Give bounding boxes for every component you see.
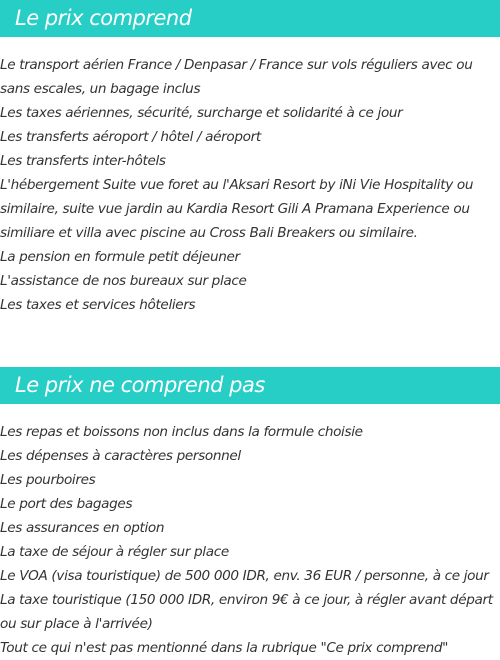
list-item: Les assurances en option <box>0 520 165 536</box>
price-includes-list <box>0 53 498 317</box>
price-excludes-section <box>0 367 500 656</box>
list-item: Les repas et boissons non inclus dans la formule choisie <box>0 424 363 440</box>
list-item: Les pourboires <box>0 472 96 488</box>
price-includes-section <box>0 0 500 313</box>
list-item: Le port des bagages <box>0 496 133 512</box>
price-includes-header <box>0 0 500 37</box>
list-item: Tout ce qui n'est pas mentionné dans la rubrique "Ce prix comprend" <box>0 640 449 656</box>
price-excludes-list <box>0 420 498 660</box>
list-item: Les transferts aéroport / hôtel / aéroport <box>0 129 261 145</box>
list-item: La taxe de séjour à régler sur place <box>0 544 229 560</box>
list-item: La taxe touristique (150 000 IDR, environ 9€ à ce jour, à régler avant départ ou sur place à l'arrivée) <box>0 592 493 632</box>
list-item: Les taxes aériennes, sécurité, surcharge et solidarité à ce jour <box>0 105 403 121</box>
list-item: L'hébergement Suite vue foret au l'Aksari Resort by iNi Vie Hospitality ou similaire, suite vue jardin au Kardia Resort Gili A Pramana Experience ou similiare et villa avec piscine au Cross Bali Breakers ou similaire. <box>0 177 474 241</box>
list-item: Les dépenses à caractères personnel <box>0 448 241 464</box>
list-item: Le VOA (visa touristique) de 500 000 IDR, env. 36 EUR / personne, à ce jour <box>0 568 489 584</box>
list-item: La pension en formule petit déjeuner <box>0 249 240 265</box>
price-excludes-title: Le prix ne comprend pas <box>15 373 265 397</box>
price-includes-title: Le prix comprend <box>15 6 192 30</box>
list-item: L'assistance de nos bureaux sur place <box>0 273 247 289</box>
list-item: Les transferts inter-hôtels <box>0 153 166 169</box>
list-item: Les taxes et services hôteliers <box>0 297 196 313</box>
list-item: Le transport aérien France / Denpasar / France sur vols réguliers avec ou sans escales, un bagage inclus <box>0 57 473 97</box>
price-excludes-header <box>0 367 500 404</box>
